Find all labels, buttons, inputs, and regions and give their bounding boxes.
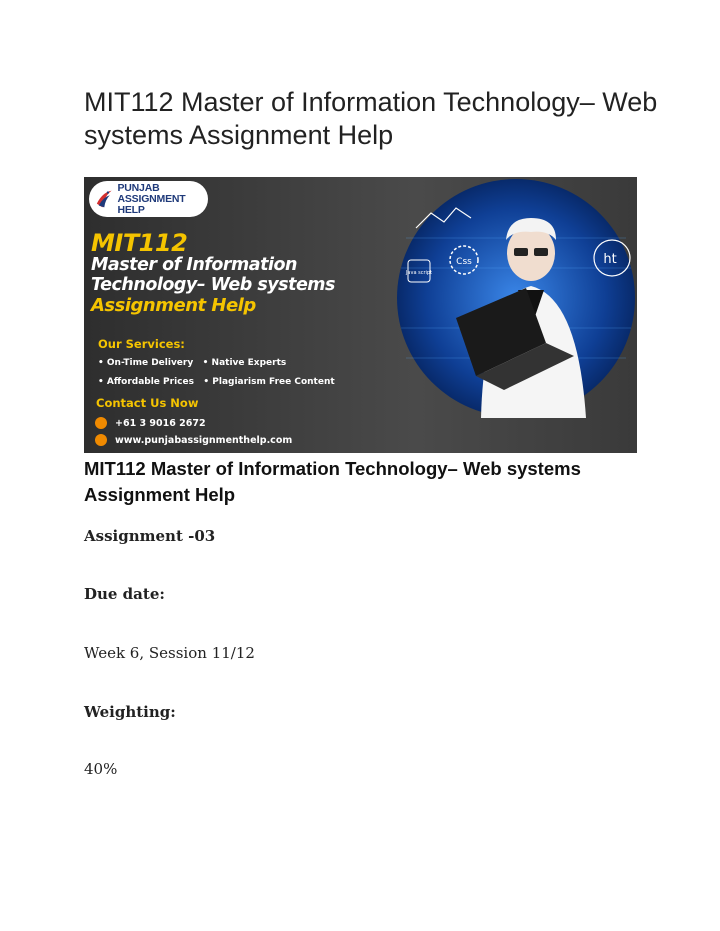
logo-line-1: PUNJAB (117, 181, 160, 194)
globe-icon (95, 434, 107, 446)
service-item: Native Experts (211, 358, 287, 368)
banner-title-line-2: Technology– Web systems (91, 275, 335, 295)
promo-banner (84, 177, 637, 453)
banner-title-line-1: Master of Information (91, 255, 297, 275)
services-row: • Affordable Prices • Plagiarism Free Content (98, 377, 335, 387)
javascript-label: Java script (405, 270, 433, 276)
service-item: On-Time Delivery (106, 358, 194, 368)
due-date-value: Week 6, Session 11/12 (84, 644, 255, 662)
section-heading: MIT112 Master of Information Technology– Web systems Assignment Help (84, 458, 581, 505)
weighting-label: Weighting: (84, 703, 176, 721)
contact-website (95, 434, 292, 446)
html-label: ht (603, 252, 617, 267)
services-heading: Our Services: (98, 337, 185, 351)
services-list (98, 354, 335, 392)
assignment-label: Assignment -03 (84, 527, 216, 545)
page-title: MIT112 Master of Information Technology– Web systems Assignment Help (84, 87, 658, 150)
banner-course-code: MIT112 (91, 229, 188, 257)
portrait-image (396, 178, 636, 418)
phone-number: +61 3 9016 2672 (115, 417, 206, 429)
due-date-label: Due date: (84, 585, 165, 603)
banner-title-line-3: Assignment Help (91, 295, 256, 316)
website-url: www.punjabassignmenthelp.com (115, 434, 293, 446)
weighting-value: 40% (84, 760, 118, 778)
css-label: Css (456, 257, 472, 267)
phone-icon (95, 417, 107, 429)
flag-logo-icon (95, 188, 113, 210)
contact-phone (95, 417, 206, 429)
service-item: Plagiarism Free Content (212, 377, 335, 387)
contact-heading: Contact Us Now (96, 396, 199, 410)
service-item: Affordable Prices (106, 377, 194, 387)
logo-line-2: ASSIGNMENT HELP (117, 192, 186, 216)
services-row: • On-Time Delivery • Native Experts (98, 358, 287, 368)
banner-title (91, 231, 335, 317)
logo (89, 181, 208, 217)
